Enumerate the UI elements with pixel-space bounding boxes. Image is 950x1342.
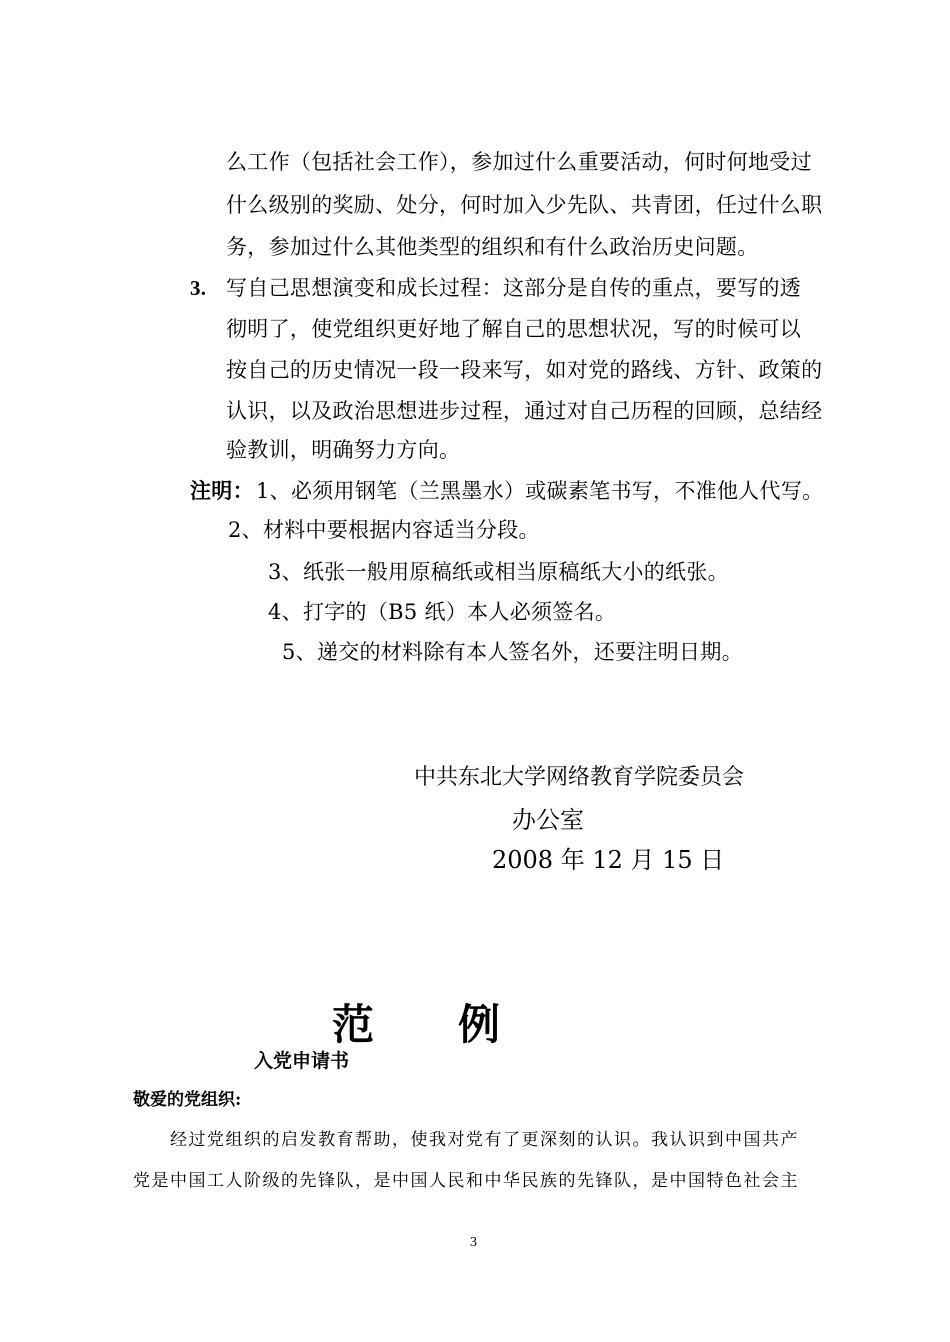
signature-date: 2008 年 12 月 15 日 [492,846,725,874]
notes-label: 注明： [190,478,254,503]
paragraph-line: 写自己思想演变和成长过程：这部分是自传的重点，要写的透 [226,276,802,300]
paragraph-line: 什么级别的奖励、处分，何时加入少先队、共青团，任过什么职 [226,193,823,217]
example-title: 范 例 [332,1000,501,1049]
example-subtitle: 入党申请书 [254,1050,350,1072]
list-item-number: 3. [190,276,207,300]
paragraph-line: 彻明了，使党组织更好地了解自己的思想状况，写的时候可以 [226,317,802,341]
paragraph-line: 么工作（包括社会工作），参加过什么重要活动，何时何地受过 [226,150,812,174]
paragraph-line: 验教训，明确努力方向。 [226,438,461,462]
note-item: 3、纸张一般用原稿纸或相当原稿纸大小的纸张。 [268,560,729,584]
note-item: 5、递交的材料除有本人签名外，还要注明日期。 [282,640,743,664]
signature-org: 中共东北大学网络教育学院委员会 [414,765,745,790]
paragraph-line: 认识，以及政治思想进步过程，通过对自己历程的回顾，总结经 [226,399,823,423]
paragraph-line: 务，参加过什么其他类型的组织和有什么政治历史问题。 [226,235,759,259]
note-item: 4、打字的（B5 纸）本人必须签名。 [268,600,617,624]
paragraph-line: 党是中国工人阶级的先锋队，是中国人民和中华民族的先锋队，是中国特色社会主 [133,1171,799,1191]
note-item: 2、材料中要根据内容适当分段。 [228,518,540,542]
salutation: 敬爱的党组织: [133,1090,242,1110]
signature-office: 办公室 [512,806,584,834]
page-number: 3 [470,1235,477,1250]
paragraph-line: 经过党组织的启发教育帮助，使我对党有了更深刻的认识。我认识到中国共产 [170,1130,799,1150]
note-item: 1、必须用钢笔（兰黑墨水）或碳素笔书写，不准他人代写。 [256,479,824,503]
paragraph-line: 按自己的历史情况一段一段来写，如对党的路线、方针、政策的 [226,358,823,382]
